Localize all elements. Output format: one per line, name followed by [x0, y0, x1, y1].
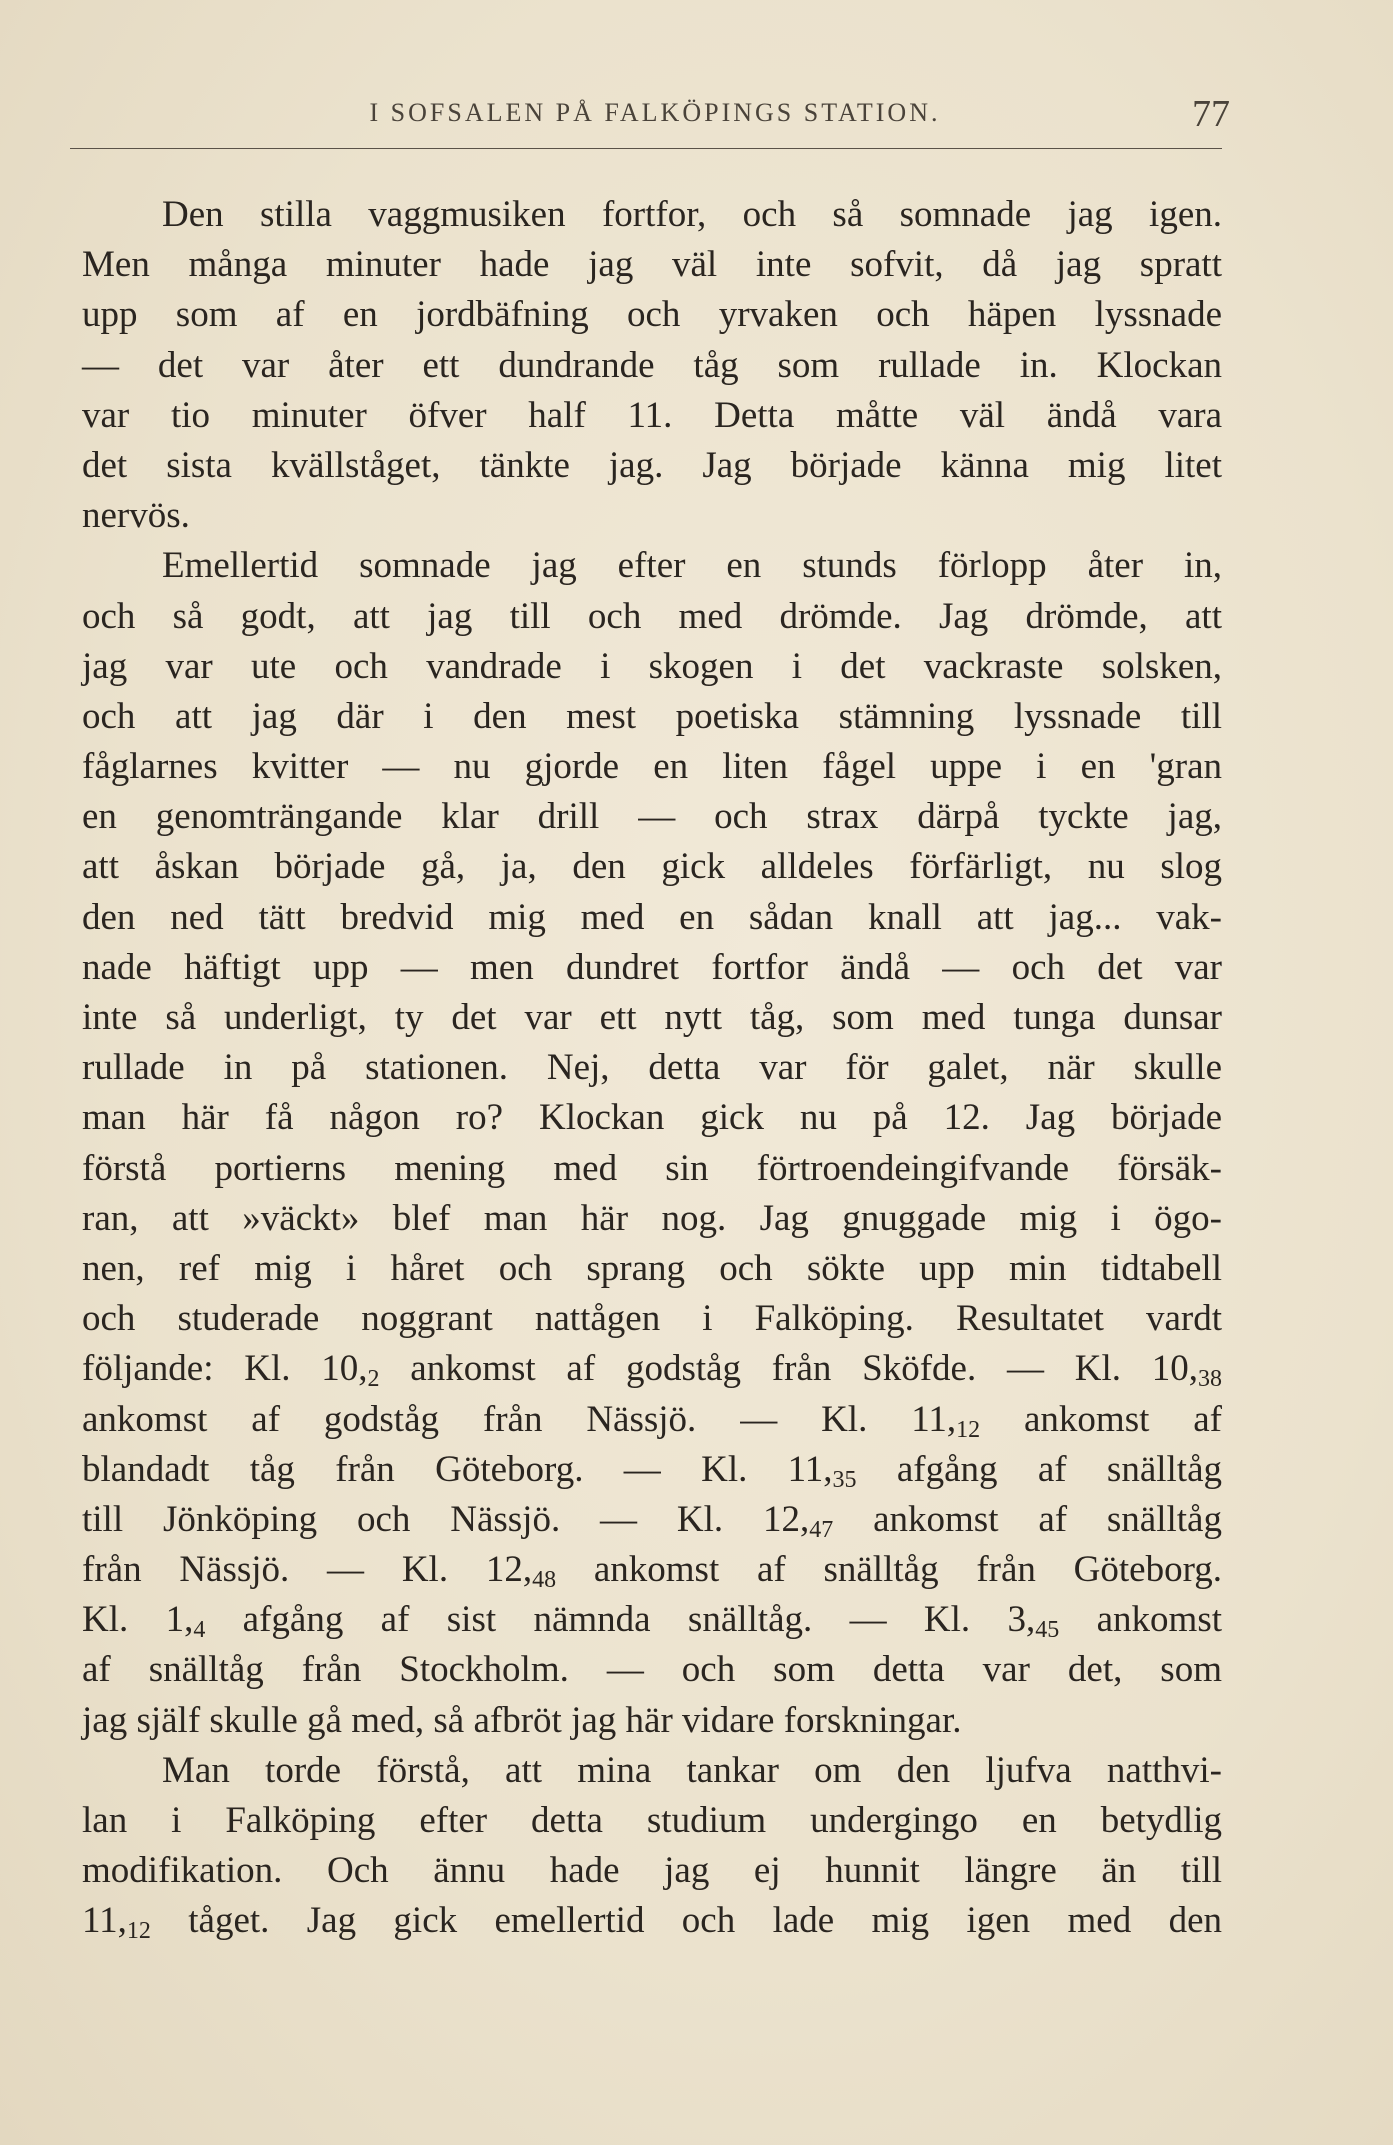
subscript-minutes: 38 [1197, 1366, 1222, 1393]
page-header [80, 92, 1230, 162]
text-segment: 11, [82, 1900, 127, 1942]
text-line: och studerade noggrant nattågen i Falköping. Resultatet vardt [82, 1298, 1222, 1340]
text-line: man här få någon ro? Klockan gick nu på 12. Jag började [82, 1097, 1222, 1139]
text-line: rullade in på stationen. Nej, detta var för galet, när skulle [82, 1047, 1222, 1089]
text-line: jag var ute och vandrade i skogen i det vackraste solsken, [82, 645, 1222, 687]
text-segment: från Nässjö. — Kl. 12, [82, 1549, 533, 1591]
text-line [82, 1445, 1222, 1495]
body-text [82, 190, 1222, 1947]
text-segment: ankomst af godståg från Sköfde. — Kl. 10, [379, 1348, 1198, 1390]
subscript-minutes: 12 [956, 1416, 981, 1443]
text-line: inte så underligt, ty det var ett nytt tåg, som med tunga dunsar [82, 997, 1222, 1038]
text-line: det sista kvällståget, tänkte jag. Jag började känna mig litet [82, 444, 1222, 486]
text-line: modifikation. Och ännu hade jag ej hunnit längre än till [82, 1850, 1222, 1892]
subscript-minutes: 4 [193, 1617, 206, 1644]
text-segment: ankomst af snälltåg [833, 1498, 1222, 1540]
text-segment: afgång af sist nämnda snälltåg. — Kl. 3, [205, 1599, 1036, 1641]
text-line: nade häftigt upp — men dundret fortfor ändå — och det var [82, 946, 1222, 988]
text-line: var tio minuter öfver half 11. Detta måtte väl ändå vara [82, 394, 1222, 436]
running-head: I SOFSALEN PÅ FALKÖPINGS STATION. [369, 98, 941, 127]
subscript-minutes: 12 [126, 1918, 151, 1945]
text-segment: ankomst af [980, 1398, 1223, 1440]
text-line: Den stilla vaggmusiken fortfor, och så somnade jag igen. [162, 194, 1222, 235]
text-segment: följande: Kl. 10, [82, 1348, 368, 1390]
text-segment: till Jönköping och Nässjö. — Kl. 12, [82, 1498, 810, 1540]
text-line: och att jag där i den mest poetiska stämning lyssnade till [82, 695, 1222, 737]
text-segment: afgång af snälltåg [856, 1448, 1222, 1490]
text-segment: ankomst af snälltåg från Göteborg. [556, 1549, 1222, 1591]
text-line [82, 1495, 1222, 1545]
text-line: lan i Falköping efter detta studium undergingo en betydlig [82, 1800, 1222, 1841]
text-segment: ankomst [1059, 1599, 1222, 1641]
text-line: fåglarnes kvitter — nu gjorde en liten fågel uppe i en 'gran [82, 746, 1222, 788]
text-line [82, 1595, 1222, 1645]
text-line [82, 1344, 1222, 1394]
text-line: en genomträngande klar drill — och strax därpå tyckte jag, [82, 796, 1222, 838]
subscript-minutes: 2 [367, 1366, 380, 1393]
subscript-minutes: 45 [1035, 1617, 1060, 1644]
text-line: — det var åter ett dundrande tåg som rullade in. Klockan [82, 344, 1222, 386]
text-segment: blandadt tåg från Göteborg. — Kl. 11, [82, 1448, 833, 1490]
subscript-minutes: 48 [532, 1567, 557, 1594]
page-number: 77 [1192, 93, 1230, 135]
text-line: Man torde förstå, att mina tankar om den ljufva natthvi- [162, 1749, 1222, 1791]
header-rule [70, 148, 1222, 149]
subscript-minutes: 35 [832, 1466, 857, 1493]
text-line: af snälltåg från Stockholm. — och som detta var det, som [82, 1649, 1222, 1691]
text-line [82, 1545, 1222, 1595]
text-line: den ned tätt bredvid mig med en sådan knall att jag... vak- [82, 896, 1222, 938]
text-line: Men många minuter hade jag väl inte sofvit, då jag spratt [82, 244, 1222, 286]
text-line: jag själf skulle gå med, så afbröt jag här vidare forskningar. [82, 1699, 962, 1741]
text-line: förstå portierns mening med sin förtroendeingifvande försäk- [82, 1147, 1222, 1189]
text-segment: ankomst af godståg från Nässjö. — Kl. 11, [82, 1398, 957, 1440]
text-line: nen, ref mig i håret och sprang och sökte upp min tidtabell [82, 1247, 1222, 1289]
text-line: Emellertid somnade jag efter en stunds förlopp åter in, [162, 545, 1222, 587]
text-line: att åskan började gå, ja, den gick alldeles förfärligt, nu slog [82, 846, 1222, 888]
text-line: och så godt, att jag till och med drömde. Jag drömde, att [82, 595, 1222, 637]
text-line: nervös. [82, 495, 190, 537]
text-line: ran, att »väckt» blef man här nog. Jag gnuggade mig i ögo- [82, 1197, 1222, 1239]
text-line [82, 1395, 1222, 1445]
subscript-minutes: 47 [809, 1516, 834, 1543]
text-segment: Kl. 1, [82, 1599, 194, 1641]
text-line: upp som af en jordbäfning och yrvaken och häpen lyssnade [82, 294, 1222, 336]
text-line [82, 1896, 1222, 1946]
text-segment: tåget. Jag gick emellertid och lade mig igen med den [150, 1900, 1222, 1942]
